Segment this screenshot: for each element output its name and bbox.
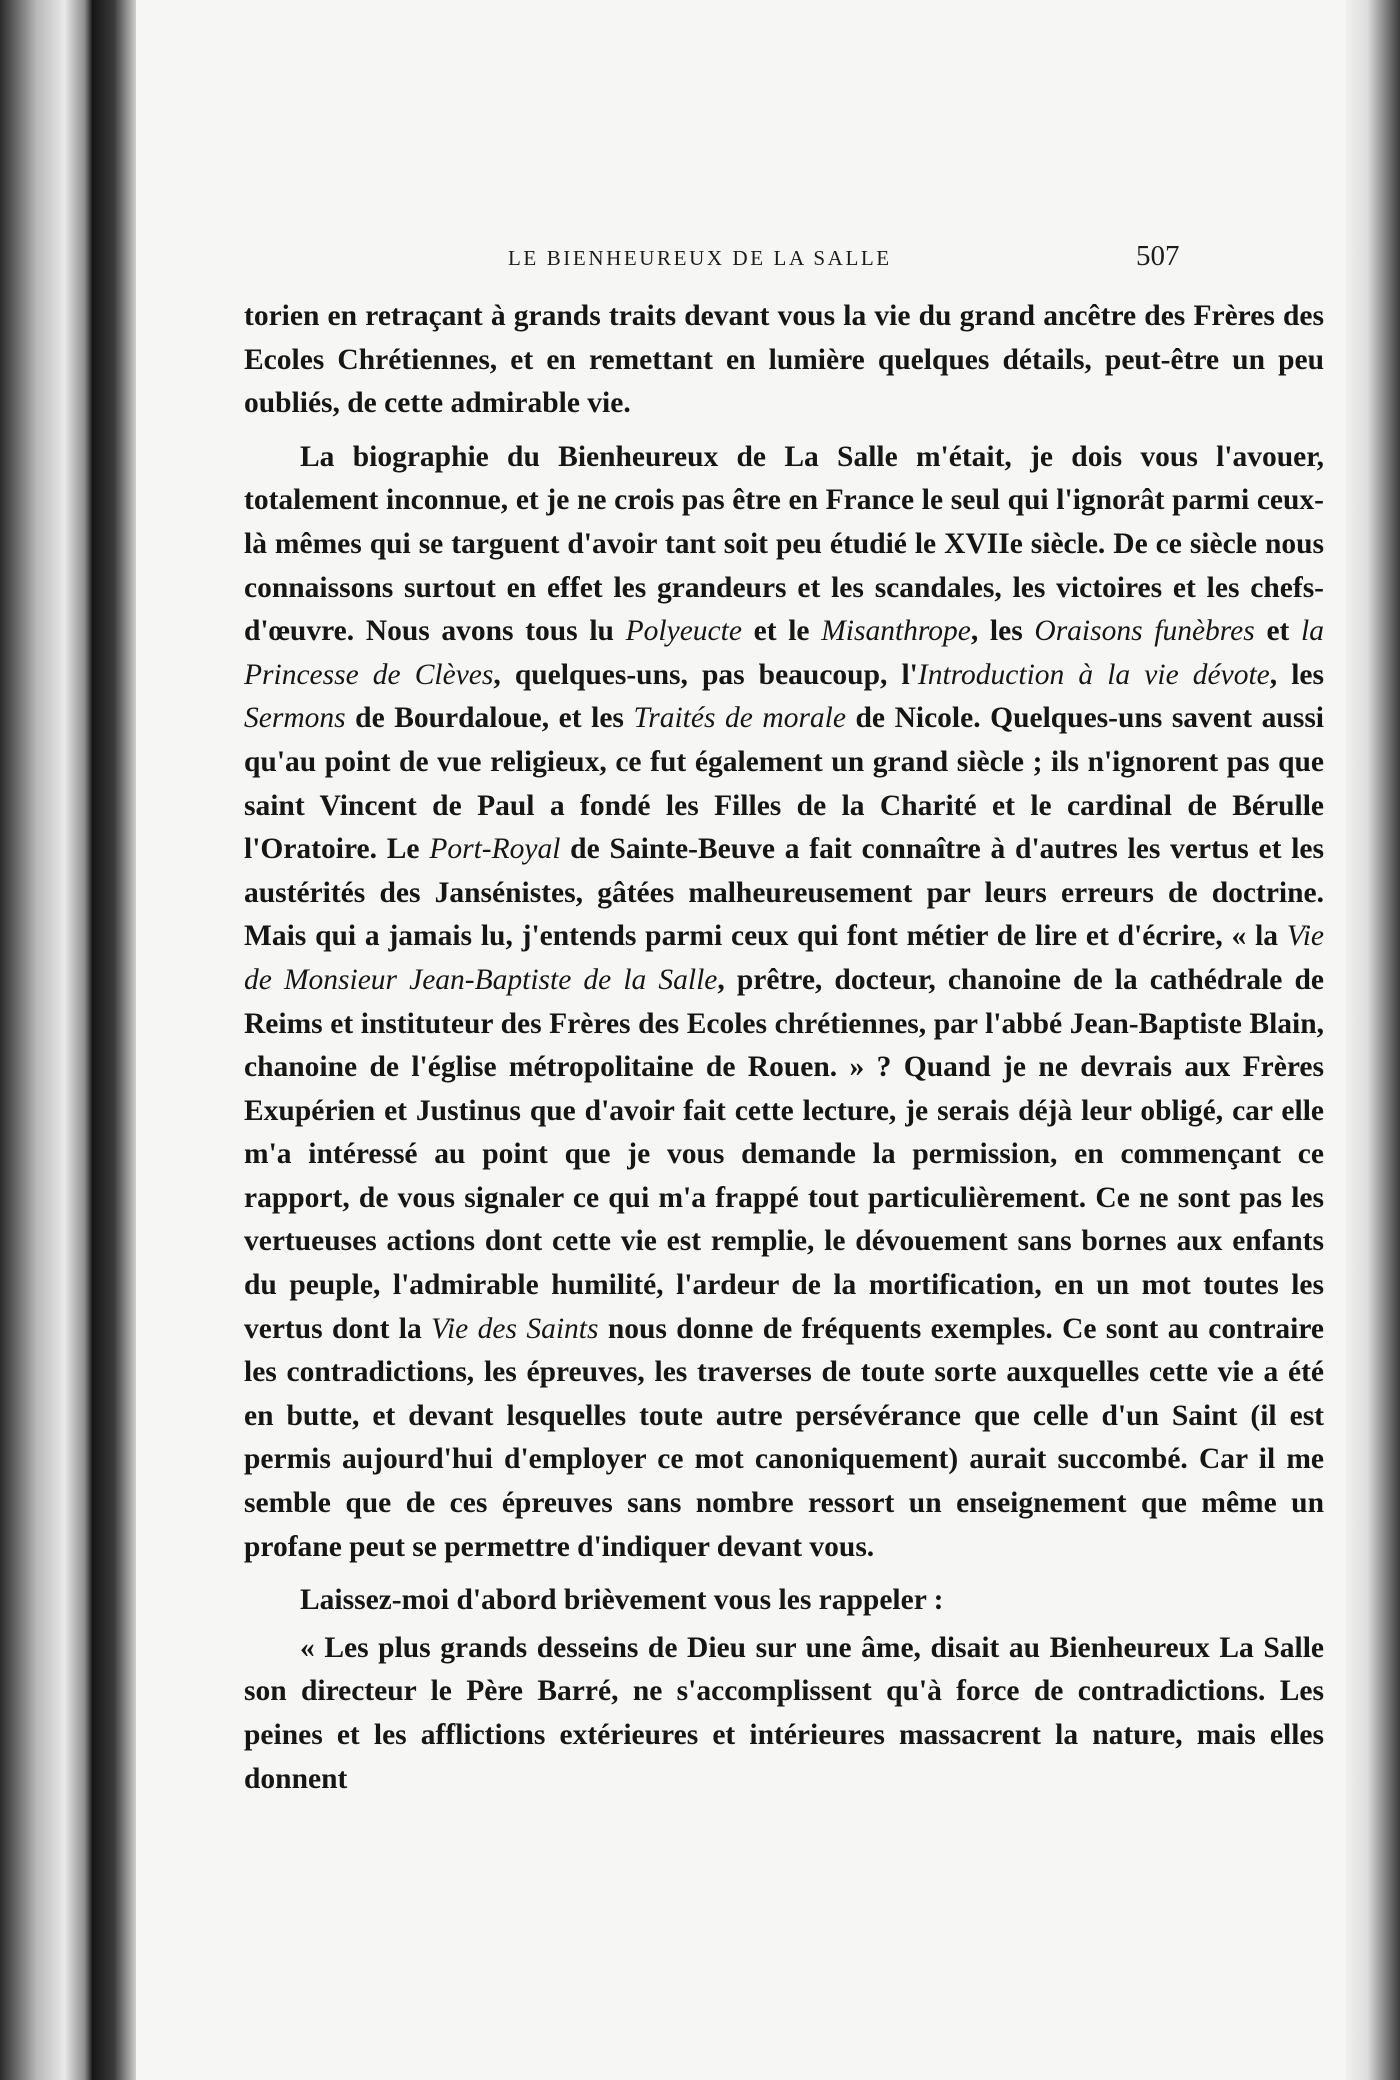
paragraph-2 — [244, 436, 1324, 1569]
text-segment: et — [1254, 615, 1302, 648]
italic-title-vie-des-saints: Vie des Saints — [431, 1312, 599, 1345]
italic-title-sermons: Sermons — [244, 702, 346, 735]
left-page-edge — [0, 0, 92, 2080]
italic-title-port-royal: Port-Royal — [429, 833, 561, 866]
text-segment: torien en retraçant à grands traits devant vous la vie du grand ancêtre des Frères des Ecoles Chrétiennes, et en remettant en lumière quelques détails, peut-être un peu oubliés, de cette admirable vie. — [244, 300, 1324, 420]
text-segment: , les — [1269, 658, 1324, 691]
text-segment: de Nicole. Quelques-uns savent aussi qu'au point de vue religieux, ce fut également un grand siècle ; ils n'ignorent pas que saint Vincent de Paul a fondé les Filles de la Charité et le cardinal de Bérulle l'Oratoire. Le — [244, 702, 1324, 866]
text-segment: La biographie du Bienheureux de La Salle m'était, je dois vous l'avouer, totalement inconnue, et je ne crois pas être en France le seul qui l'ignorât parmi ceux-là mêmes qui se targuent d'avoir tant soit peu étudié le XVIIe siècle. De ce siècle nous connaissons surtout en effet les grandeurs et les scandales, les victoires et les chefs-d'œuvre. Nous avons tous lu — [244, 440, 1324, 648]
text-segment: , les — [970, 615, 1035, 648]
body-text — [244, 295, 1324, 1801]
text-segment: nous donne de fréquents exemples. Ce sont au contraire les contradictions, les épreuves, les traverses de toute sorte auxquelles cette vie a été en butte, et devant lesquelles toute autre persévérance que celle d'un Saint (il est permis aujourd'hui d'employer ce mot canoniquement) aurait succombé. Car il me semble que de ces épreuves sans nombre ressort un enseignement que même un profane peut se permettre d'indiquer devant vous. — [244, 1312, 1325, 1563]
text-segment: de Bourdaloue, et les — [345, 702, 634, 735]
italic-title-polyeucte: Polyeucte — [625, 615, 742, 648]
page-number: 507 — [1136, 240, 1180, 272]
text-segment: et le — [741, 615, 822, 648]
page-header — [136, 240, 1346, 280]
book-spine-shadow — [92, 0, 136, 2080]
right-page-edge — [1346, 0, 1400, 2080]
running-head: LE BIENHEUREUX DE LA SALLE — [508, 246, 892, 270]
paragraph-1 — [244, 295, 1324, 426]
italic-title-introduction: Introduction à la vie dévote — [917, 658, 1270, 691]
italic-title-princesse: la Princesse de Clèves — [244, 615, 1324, 691]
italic-title-oraisons: Oraisons funèbres — [1034, 615, 1255, 648]
paragraph-3 — [244, 1579, 1324, 1623]
text-segment: Laissez-moi d'abord brièvement vous les rappeler : — [300, 1584, 944, 1617]
text-segment: de Sainte-Beuve a fait connaître à d'autres les vertus et les austérités des Jansénistes, gâtées malheureusement par leurs erreurs de doctrine. Mais qui a jamais lu, j'entends parmi ceux qui font métier de lire et d'écrire, « la — [244, 833, 1324, 953]
text-segment: , quelques-uns, pas beaucoup, l' — [493, 658, 918, 691]
text-segment: « Les plus grands desseins de Dieu sur une âme, disait au Bienheureux La Salle son directeur le Père Barré, ne s'accomplissent qu'à force de contradictions. Les peines et les afflictions extérieures et intérieures massacrent la nature, mais elles donnent — [244, 1631, 1324, 1795]
book-page — [136, 0, 1346, 2080]
text-segment: , prêtre, docteur, chanoine de la cathédrale de Reims et instituteur des Frères des Ecoles chrétiennes, par l'abbé Jean-Baptiste Blain, chanoine de l'église métropolitaine de Rouen. » ? Quand je ne devrais aux Frères Exupérien et Justinus que d'avoir fait cette lecture, je serais déjà leur obligé, car elle m'a intéressé au point que je vous demande la permission, en commençant ce rapport, de vous signaler ce qui m'a frappé tout particulièrement. Ce ne sont pas les vertueuses actions dont cette vie est remplie, le dévouement sans bornes aux enfants du peuple, l'admirable humilité, l'ardeur de la mortification, en un mot toutes les vertus dont la — [244, 963, 1324, 1345]
italic-title-vie-la-salle: Vie de Monsieur Jean-Baptiste de la Salle — [244, 920, 1324, 996]
italic-title-misanthrope: Misanthrope — [821, 615, 971, 648]
paragraph-4 — [244, 1627, 1324, 1801]
italic-title-traites: Traités de morale — [633, 702, 846, 735]
